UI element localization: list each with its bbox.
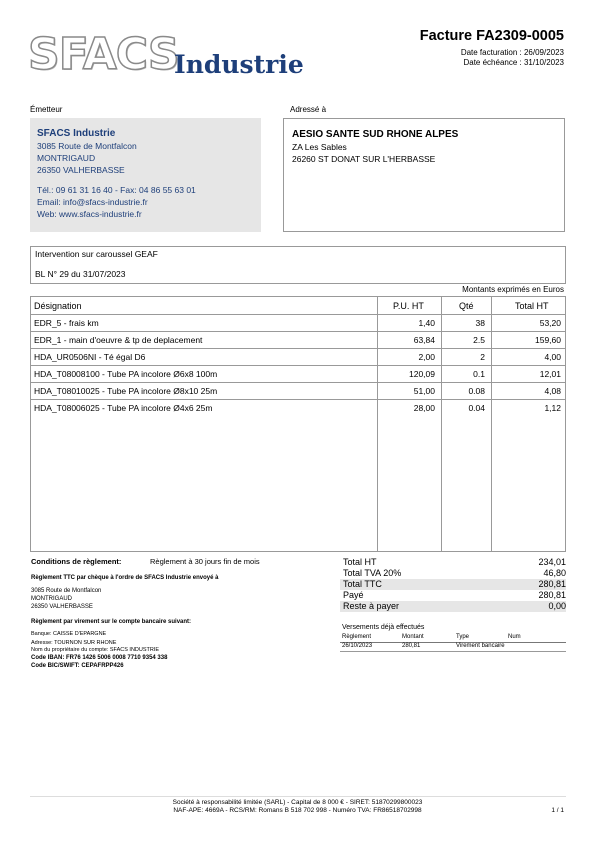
recipient-label: Adressé à — [290, 105, 327, 114]
total-tva-row — [340, 568, 566, 579]
row-total: 4,00 — [544, 352, 561, 362]
recipient-address: ZA Les Sables — [292, 142, 347, 152]
transfer-title: Règlement par virement sur le compte bancaire suivant: — [31, 619, 192, 625]
invoice-date: Date facturation : 26/09/2023 — [460, 48, 564, 57]
total-label: Reste à payer — [343, 601, 400, 611]
recipient-box — [283, 118, 565, 232]
header-qte: Qté — [459, 301, 474, 311]
cheque-zip-city: 26350 VALHERBASSE — [31, 604, 93, 610]
cheque-title: Règlement TTC par chèque à l'ordre de SFACS Industrie envoyé à — [31, 575, 219, 581]
table-row — [31, 400, 565, 416]
payments-header-num: Num — [508, 634, 521, 640]
payments-header-reglement: Règlement — [342, 634, 372, 640]
payments-header-montant: Montant — [402, 634, 424, 640]
payment-type: Virement bancaire — [456, 643, 505, 649]
total-value: 0,00 — [548, 601, 566, 611]
row-pu: 28,00 — [413, 403, 435, 413]
payment-date: 26/10/2023 — [342, 643, 373, 649]
total-value: 234,01 — [538, 557, 566, 567]
due-date: Date échéance : 31/10/2023 — [463, 58, 564, 67]
paid-row — [340, 590, 566, 601]
row-total: 53,20 — [539, 318, 561, 328]
recipient-name: AESIO SANTE SUD RHONE ALPES — [292, 129, 459, 140]
account-owner: Nom du propriétaire du compte: SFACS INDUSTRIE — [31, 647, 160, 653]
header-total: Total HT — [515, 301, 549, 311]
row-total: 159,60 — [535, 335, 561, 345]
total-value: 46,80 — [543, 568, 566, 578]
payment-amount: 280,81 — [402, 643, 421, 649]
total-label: Total TTC — [343, 579, 382, 589]
payments-row — [340, 643, 566, 652]
emitter-zip-city: 26350 VALHERBASSE — [37, 165, 125, 175]
invoice-title: Facture FA2309-0005 — [419, 28, 564, 44]
emitter-phone: Tél.: 09 61 31 16 40 - Fax: 04 86 55 63 01 — [37, 185, 196, 195]
row-pu: 1,40 — [418, 318, 435, 328]
table-row — [31, 315, 565, 332]
header-designation: Désignation — [34, 301, 82, 311]
cheque-address: 3085 Route de Montfalcon — [31, 588, 102, 594]
emitter-web: Web: www.sfacs-industrie.fr — [37, 209, 142, 219]
totals-block — [340, 557, 566, 612]
total-label: Total HT — [343, 557, 377, 567]
row-designation: EDR_1 - main d'oeuvre & tp de deplacement — [34, 335, 203, 345]
emitter-name: SFACS Industrie — [37, 128, 116, 139]
footer-divider — [30, 796, 566, 797]
intervention-box — [30, 246, 566, 284]
row-qte: 0.04 — [468, 403, 485, 413]
table-row — [31, 332, 565, 349]
row-pu: 2,00 — [418, 352, 435, 362]
remaining-row — [340, 601, 566, 612]
row-qte: 2.5 — [473, 335, 485, 345]
payments-header-type: Type — [456, 634, 470, 640]
iban: Code IBAN: FR76 1426 5006 0008 7710 9354 338 — [31, 655, 168, 661]
currency-note: Montants exprimés en Euros — [462, 285, 564, 294]
footer-legal: Société à responsabilité limitée (SARL) - Capital de 8 000 € - SIRET: 51870299800023 — [172, 799, 423, 806]
cheque-city: MONTRIGAUD — [31, 596, 72, 602]
emitter-label: Émetteur — [30, 105, 63, 114]
row-designation: HDA_UR0506NI - Té égal D6 — [34, 352, 146, 362]
payments-table — [340, 634, 566, 652]
bic: Code BIC/SWIFT: CEPAFRPP426 — [31, 663, 124, 669]
emitter-email: Email: info@sfacs-industrie.fr — [37, 197, 148, 207]
total-value: 280,81 — [538, 590, 566, 600]
emitter-address: 3085 Route de Montfalcon — [37, 141, 137, 151]
row-qte: 2 — [480, 352, 485, 362]
emitter-city: MONTRIGAUD — [37, 153, 96, 163]
row-qte: 0.08 — [468, 386, 485, 396]
row-qte: 0.1 — [473, 369, 485, 379]
row-pu: 63,84 — [413, 335, 435, 345]
row-designation: HDA_T08008100 - Tube PA incolore Ø6x8 100m — [34, 369, 218, 379]
footer-registration: NAF-APE: 4669A - RCS/RM: Romans B 518 702 998 - Numéro TVA: FR86518702998 — [173, 807, 422, 814]
payments-title: Versements déjà effectués — [342, 624, 425, 631]
logo-main-text: SFACS — [28, 29, 179, 80]
conditions-label: Conditions de règlement: — [31, 557, 122, 566]
row-total: 4,08 — [544, 386, 561, 396]
table-row — [31, 349, 565, 366]
bank-address: Adresse: TOURNON SUR RHONE — [31, 640, 117, 646]
row-total: 1,12 — [544, 403, 561, 413]
items-table — [30, 296, 566, 552]
row-qte: 38 — [475, 318, 485, 328]
conditions-value: Règlement à 30 jours fin de mois — [150, 557, 260, 566]
delivery-note: BL N° 29 du 31/07/2023 — [35, 269, 126, 279]
bank-name: Banque: CAISSE D'EPARGNE — [31, 631, 107, 637]
payments-header — [340, 634, 566, 643]
total-ht-row — [340, 557, 566, 568]
total-ttc-row — [340, 579, 566, 590]
row-pu: 51,00 — [413, 386, 435, 396]
row-pu: 120,09 — [409, 369, 435, 379]
table-row — [31, 366, 565, 383]
logo-sub-text: Industrie — [174, 50, 304, 79]
header-pu: P.U. HT — [393, 301, 424, 311]
recipient-zip-city: 26260 ST DONAT SUR L'HERBASSE — [292, 154, 436, 164]
total-label: Total TVA 20% — [343, 568, 402, 578]
page-number: 1 / 1 — [551, 807, 564, 814]
table-row — [31, 383, 565, 400]
emitter-box — [30, 118, 261, 232]
company-logo — [28, 29, 304, 82]
row-designation: HDA_T08010025 - Tube PA incolore Ø8x10 25m — [34, 386, 218, 396]
row-designation: EDR_5 - frais km — [34, 318, 99, 328]
intervention-text: Intervention sur caroussel GEAF — [35, 249, 158, 259]
row-total: 12,01 — [539, 369, 561, 379]
total-label: Payé — [343, 590, 364, 600]
total-value: 280,81 — [538, 579, 566, 589]
row-designation: HDA_T08006025 - Tube PA incolore Ø4x6 25m — [34, 403, 213, 413]
